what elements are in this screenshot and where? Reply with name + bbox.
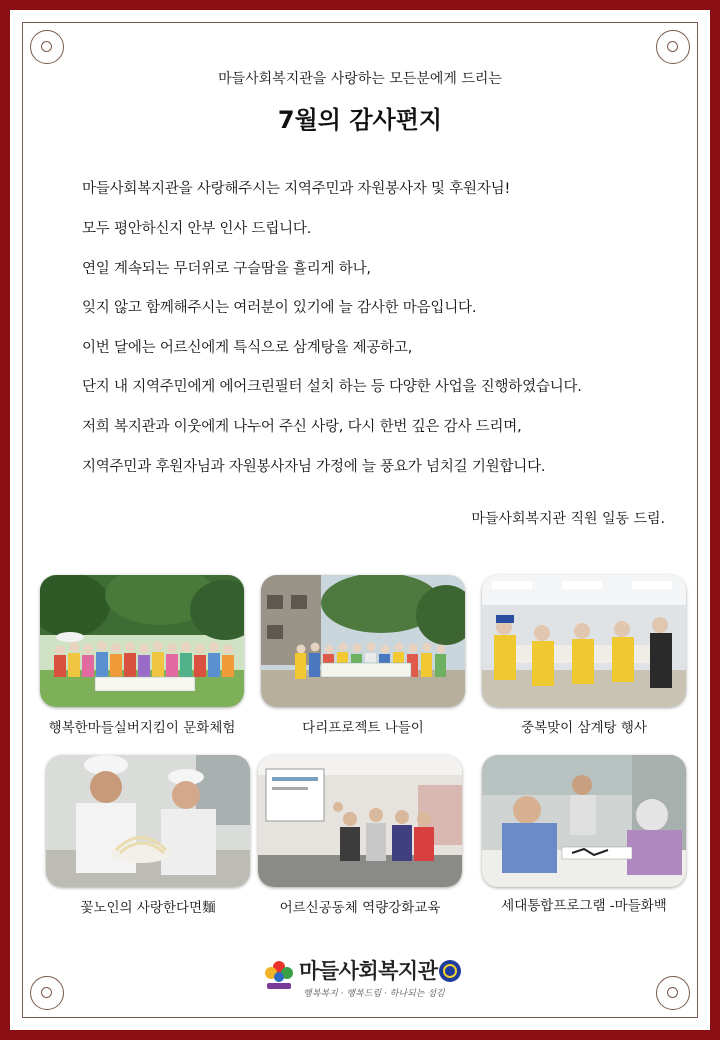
- letter-line: 잊지 않고 함께해주시는 여러분이 있기에 늘 감사한 마음입니다.: [82, 300, 477, 316]
- photo-culture-outing: [40, 575, 244, 707]
- emblem-icon: [438, 959, 462, 983]
- letter-signature: 마들사회복지관 직원 일동 드림.: [471, 511, 665, 527]
- corner-ornament: [30, 976, 64, 1010]
- photo-caption: 행복한마들실버지킴이 문화체험: [48, 720, 236, 736]
- photo-intergenerational-program: [482, 755, 686, 887]
- photo-bridge-outing: [261, 575, 465, 707]
- photo-senior-education: [258, 755, 462, 887]
- corner-ornament: [656, 30, 690, 64]
- photo-caption: 중복맞이 삼계탕 행사: [521, 720, 647, 736]
- welfare-center-logo: [263, 955, 473, 1011]
- photo-caption: 세대통합프로그램 -마들화백: [501, 898, 667, 914]
- photo-caption: 꽃노인의 사랑한다면麵: [80, 900, 216, 916]
- photo-noodle-making: [46, 755, 250, 887]
- letter-line: 마들사회복지관을 사랑해주시는 지역주민과 자원봉사자 및 후원자님!: [82, 181, 511, 197]
- letter-line: 지역주민과 후원자님과 자원봉사자님 가정에 늘 풍요가 넘치길 기원합니다.: [82, 459, 546, 475]
- corner-ornament: [30, 30, 64, 64]
- letter-title: 7월의 감사편지: [277, 106, 443, 134]
- logo-name: 마들사회복지관: [299, 959, 438, 983]
- logo-slogan: 행복복지 · 행복드림 · 하나되는 섬김: [303, 989, 445, 999]
- flower-logo-icon: [263, 957, 295, 991]
- letter-line: 단지 내 지역주민에게 에어크린필터 설치 하는 등 다양한 사업을 진행하였습니다.: [82, 379, 582, 395]
- letter-line: 저희 복지관과 이웃에게 나누어 주신 사랑, 다시 한번 깊은 감사 드리며,: [82, 419, 522, 435]
- letter-line: 이번 달에는 어르신에게 특식으로 삼계탕을 제공하고,: [82, 340, 413, 356]
- photo-caption: 다리프로젝트 나들이: [302, 720, 424, 736]
- letter-subtitle: 마들사회복지관을 사랑하는 모든분에게 드리는: [218, 71, 502, 87]
- photo-caption: 어르신공동체 역량강화교육: [279, 900, 441, 916]
- photo-samgyetang-event: [482, 575, 686, 707]
- corner-ornament: [656, 976, 690, 1010]
- letter-line: 모두 평안하신지 안부 인사 드립니다.: [82, 221, 312, 237]
- letter-line: 연일 계속되는 무더위로 구슬땀을 흘리게 하나,: [82, 261, 371, 277]
